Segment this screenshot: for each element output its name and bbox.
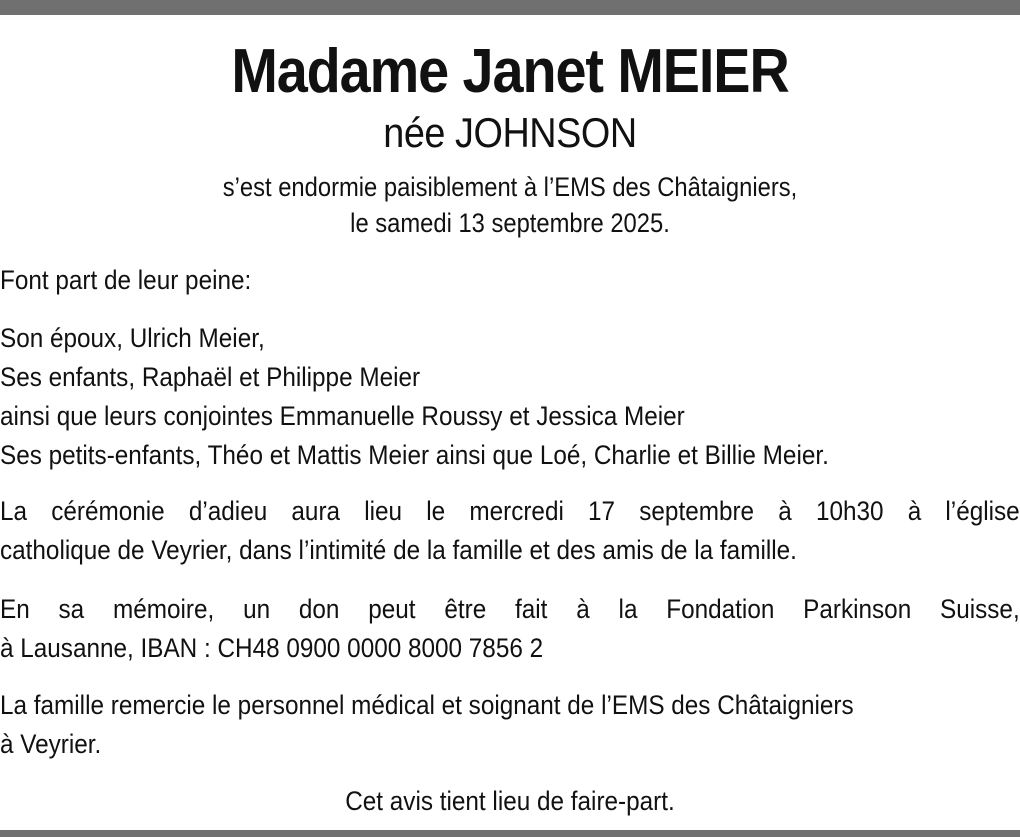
top-border xyxy=(0,0,1020,15)
bottom-border xyxy=(0,830,1020,837)
thanks-line-1: La famille remercie le personnel médical et soignant de l’EMS des Châtaigniers xyxy=(0,690,854,720)
family-grandchildren: Ses petits-enfants, Théo et Mattis Meier ainsi que Loé, Charlie et Billie Meier. xyxy=(0,440,829,470)
mourners-intro: Font part de leur peine: xyxy=(0,265,252,295)
obituary-notice xyxy=(0,15,1020,830)
deceased-name: Madame Janet MEIER xyxy=(231,37,789,106)
announcement-line: s’est endormie paisiblement à l’EMS des Châtaigniers, xyxy=(222,172,798,202)
family-spouse: Son époux, Ulrich Meier, xyxy=(0,323,265,353)
family-partners: ainsi que leurs conjointes Emmanuelle Roussy et Jessica Meier xyxy=(0,401,685,431)
ceremony-line-2: catholique de Veyrier, dans l’intimité de la famille et des amis de la famille. xyxy=(0,535,797,565)
donation-line-2: à Lausanne, IBAN : CH48 0900 0000 8000 7856 2 xyxy=(0,633,544,663)
announcement-date: le samedi 13 septembre 2025. xyxy=(350,208,670,238)
maiden-name: née JOHNSON xyxy=(383,109,637,156)
thanks-line-2: à Veyrier. xyxy=(0,729,102,759)
ceremony-line-1: La cérémonie d’adieu aura lieu le mercredi 17 septembre à 10h30 à l’église xyxy=(0,496,1020,526)
donation-line-1: En sa mémoire, un don peut être fait à la Fondation Parkinson Suisse, xyxy=(0,594,1020,624)
closing-line: Cet avis tient lieu de faire-part. xyxy=(345,786,675,816)
family-children: Ses enfants, Raphaël et Philippe Meier xyxy=(0,362,421,392)
